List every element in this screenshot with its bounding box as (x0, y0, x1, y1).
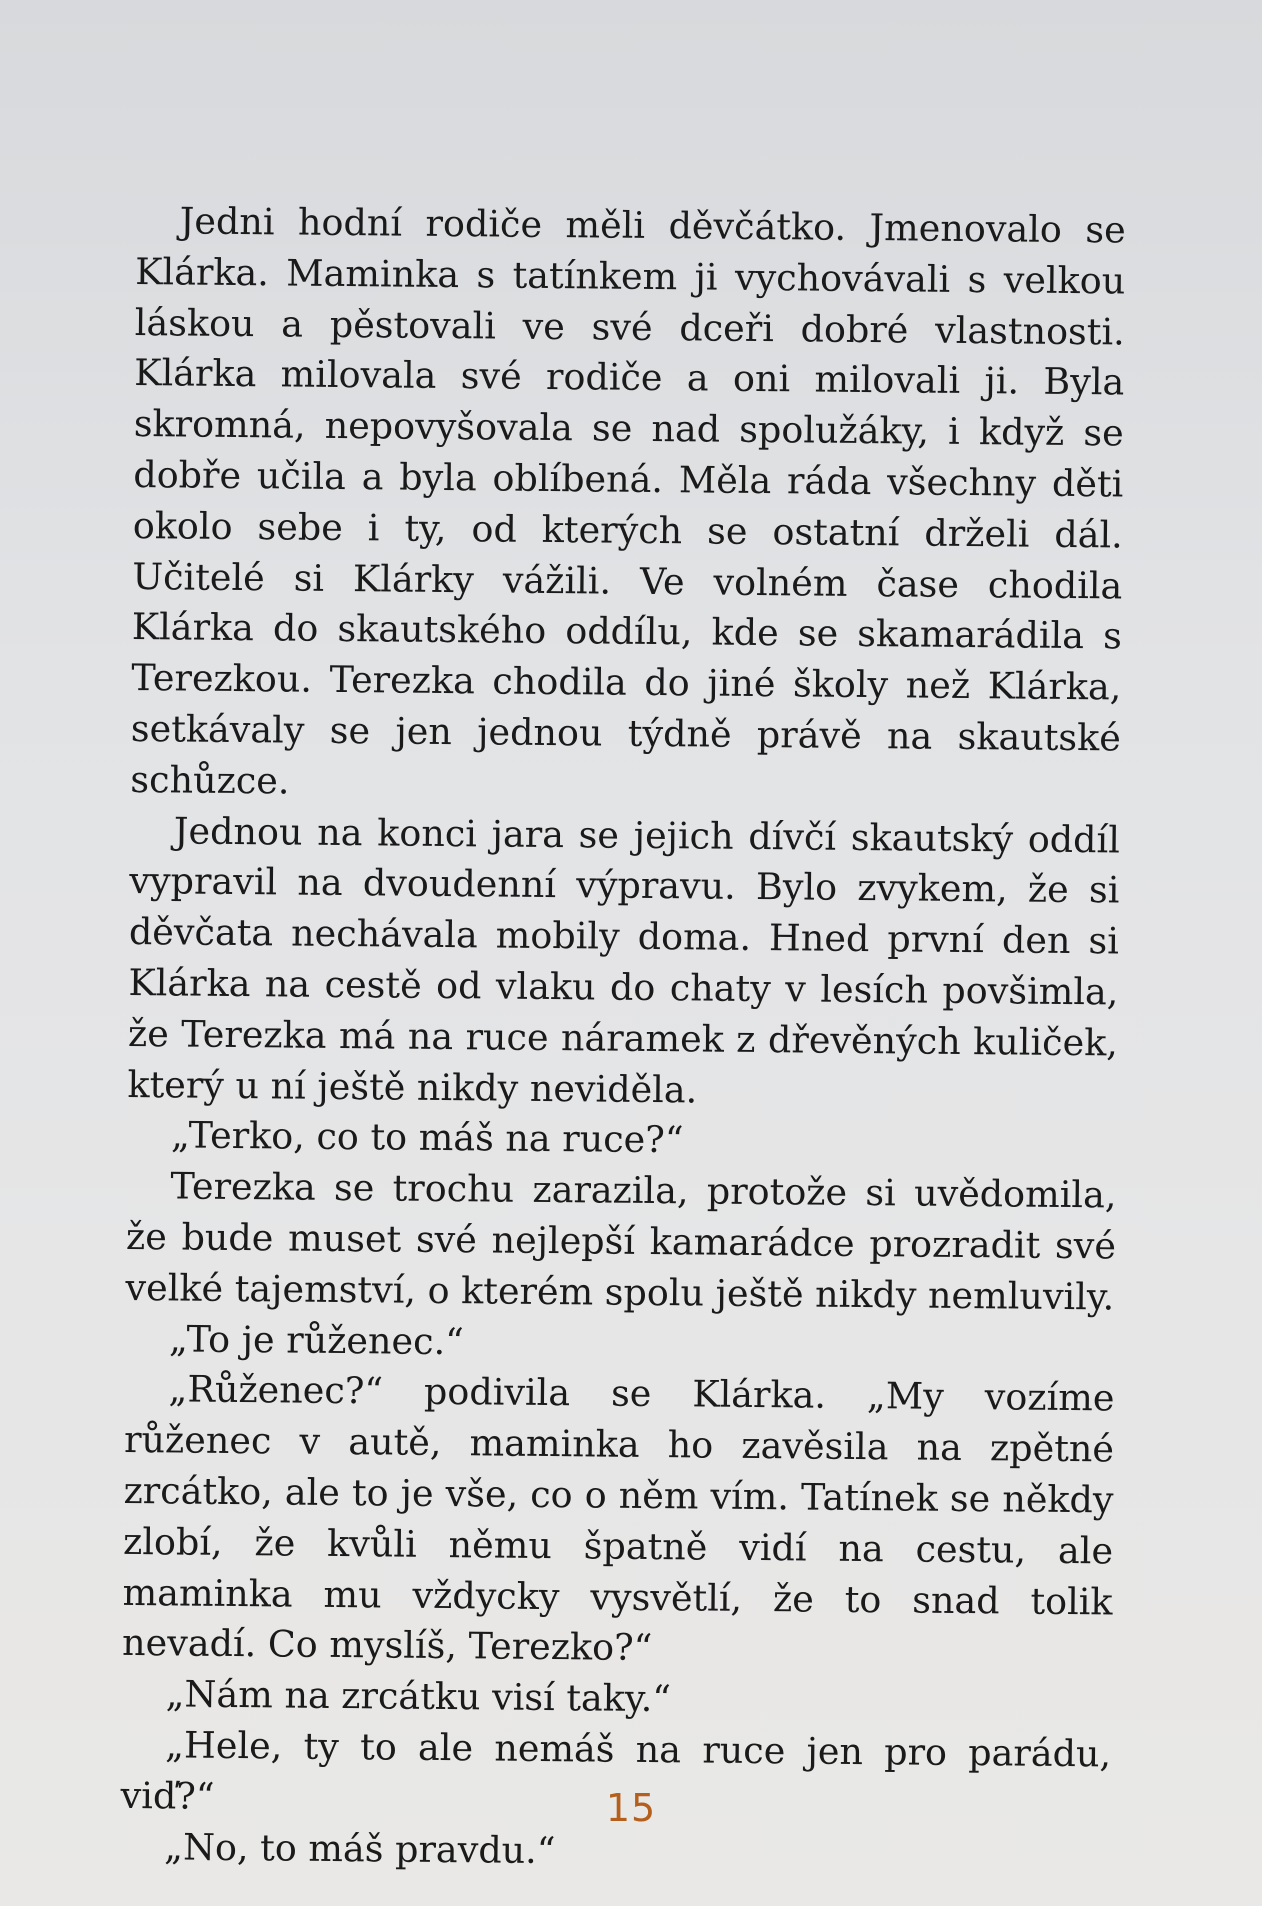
dialogue-line: „Hele, ty to ale nemáš na ruce jen pro parádu, viď?“ (120, 1723, 1112, 1818)
paragraph: Jednou na konci jara se jejich dívčí skautský oddíl vypravil na dvoudenní výpravu. Bylo zvykem, že si děvčata nechávala mobily doma. Hned první den si Klárka na cestě od vlaku do chaty v lesích povšimla, že Terezka má na ruce náramek z dřevěných kuliček, který u ní ještě nikdy neviděla. (127, 808, 1121, 1111)
body-text (120, 196, 1126, 1882)
paragraph: Terezka se trochu zarazila, protože si uvědomila, že bude muset své nejlepší kamarádce prozradit své velké tajemství, o kterém spolu ještě nikdy nemluvily. (125, 1164, 1117, 1319)
page-number: 15 (605, 1786, 657, 1830)
dialogue-line: „To je růženec.“ (168, 1316, 465, 1363)
dialogue-paragraph: „Růženec?“ podivila se Klárka. „My vozíme růženec v autě, maminka ho zavěsila na zpětné zrcátko, ale to je vše, co o něm vím. Tatínek se někdy zlobí, že kvůli němu špatně vidí na cestu, ale maminka mu vždycky vysvětlí, že to snad tolik nevadí. Co myslíš, Terezko?“ (121, 1367, 1115, 1670)
dialogue-line: „Nám na zrcátku visí taky.“ (165, 1672, 672, 1721)
dialogue-line: „No, to máš pravdu.“ (163, 1824, 556, 1872)
dialogue-line: „Terko, co to máš na ruce?“ (170, 1113, 684, 1162)
paragraph: Jedni hodní rodiče měli děvčátko. Jmenovalo se Klárka. Maminka s tatínkem ji vychovávali s velkou láskou a pěstovali ve své dceři dobré vlastnosti. Klárka milovala své rodiče a oni milovali ji. Byla skromná, nepovyšovala se nad spolužáky, i když se dobře učila a byla oblíbená. Měla ráda všechny děti okolo sebe i ty, od kterých se ostatní drželi dál. Učitelé si Klárky vážili. Ve volném čase chodila Klárka do skautského oddílu, kde se skamarádila s Terezkou. Terezka chodila do jiné školy než Klárka, setkávaly se jen jednou týdně právě na skautské schůzce. (130, 199, 1126, 803)
